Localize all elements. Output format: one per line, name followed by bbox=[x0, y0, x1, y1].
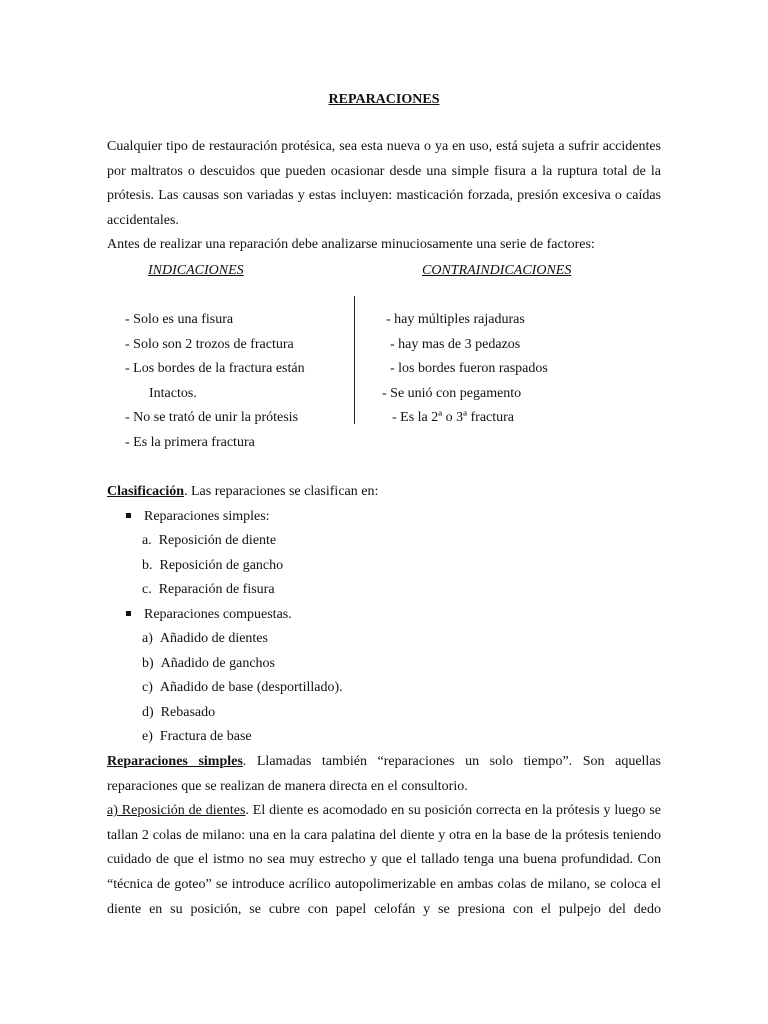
clasificacion-line bbox=[107, 480, 378, 505]
list-item: e) Fractura de base bbox=[142, 729, 252, 744]
page-title: REPARACIONES bbox=[328, 92, 440, 107]
clasificacion-rest: . Las reparaciones se clasifican en: bbox=[184, 484, 379, 499]
antes-line: Antes de realizar una reparación debe analizarse minuciosamente una serie de factores: bbox=[107, 237, 595, 253]
simples-label: Reparaciones simples bbox=[107, 754, 243, 769]
contraindicacion-item: - Se unió con pegamento bbox=[382, 386, 522, 401]
list-item: a. Reposición de diente bbox=[142, 533, 277, 548]
list-item: b) Añadido de ganchos bbox=[142, 656, 275, 671]
reposicion-line: “técnica de goteo” se introduce acrílico autopolimerizable en ambas colas de milano, se coloca el bbox=[107, 876, 661, 892]
contraindicacion-item: - Es la 2ª o 3ª fractura bbox=[392, 410, 515, 425]
intro-line: prótesis. Las causas son variadas y estas incluyen: masticación forzada, presión excesiva o caídas bbox=[107, 188, 661, 204]
clasificacion-label: Clasificación bbox=[107, 484, 184, 499]
list-item: a) Añadido de dientes bbox=[142, 631, 268, 646]
indicacion-item: Intactos. bbox=[149, 386, 197, 401]
simples-paragraph bbox=[107, 750, 661, 922]
intro-paragraph bbox=[107, 135, 661, 258]
intro-line: por maltratos o descuidos que pueden ocasionar desde una simple fisura a la ruptura total de la bbox=[107, 163, 661, 179]
indicacion-item: - Es la primera fractura bbox=[125, 435, 255, 450]
contraindicaciones-heading: CONTRAINDICACIONES bbox=[422, 263, 572, 278]
simples-heading: Reparaciones simples: bbox=[126, 505, 270, 530]
indicacion-item: - Solo son 2 trozos de fractura bbox=[125, 337, 294, 352]
reposicion-line: diente en su posición, se cubre con papel celofán y se presiona con el pulpejo del dedo bbox=[107, 901, 661, 917]
intro-line: accidentales. bbox=[107, 212, 179, 228]
column-divider bbox=[354, 296, 355, 424]
indicaciones-heading: INDICACIONES bbox=[148, 263, 244, 278]
reposicion-line: cuidado de que el istmo no sea muy estrecho y que el tallado tenga una buena profundidad. Con bbox=[107, 852, 661, 868]
contraindicacion-item: - hay mas de 3 pedazos bbox=[390, 337, 521, 352]
reposicion-label: a) Reposición de dientes bbox=[107, 803, 246, 819]
contraindicacion-item: - los bordes fueron raspados bbox=[390, 361, 548, 376]
indicacion-item: - No se trató de unir la prótesis bbox=[125, 410, 299, 425]
indicacion-item: - Solo es una fisura bbox=[125, 312, 234, 327]
compuestas-heading: Reparaciones compuestas. bbox=[126, 603, 292, 628]
list-item: c) Añadido de base (desportillado). bbox=[142, 680, 343, 695]
contraindicacion-item: - hay múltiples rajaduras bbox=[386, 312, 525, 327]
intro-line: Cualquier tipo de restauración protésica, sea esta nueva o ya en uso, está sujeta a sufrir accidentes bbox=[107, 139, 661, 154]
simples-line: reparaciones que se realizan de manera directa en el consultorio. bbox=[107, 778, 468, 794]
list-item: b. Reposición de gancho bbox=[142, 558, 284, 573]
reposicion-line: a) Reposición de dientes. El diente es acomodado en su posición correcta en la prótesis y luego se bbox=[107, 803, 661, 819]
square-bullet-icon bbox=[126, 611, 131, 616]
indicacion-item: - Los bordes de la fractura están bbox=[125, 361, 305, 376]
square-bullet-icon bbox=[126, 513, 131, 518]
list-item: c. Reparación de fisura bbox=[142, 582, 275, 597]
reposicion-line: tallan 2 colas de milano: una en la cara palatina del diente y otra en la base de la prótesis teniendo bbox=[107, 827, 661, 843]
simples-line: Reparaciones simples. Llamadas también “reparaciones un solo tiempo”. Son aquellas bbox=[107, 754, 661, 769]
list-item: d) Rebasado bbox=[142, 705, 216, 720]
